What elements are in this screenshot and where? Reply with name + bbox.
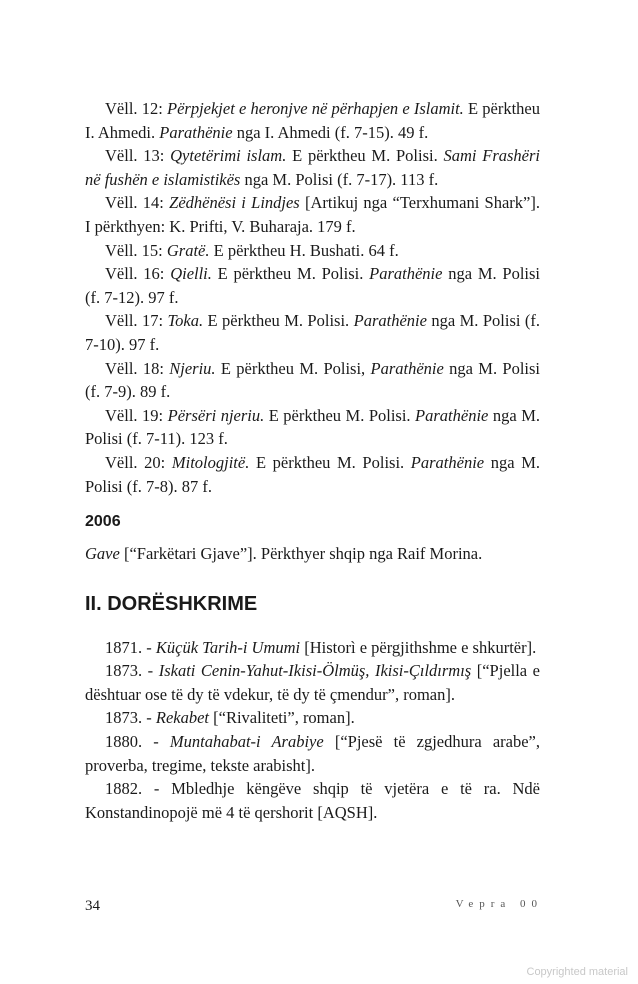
entry-prefix: 1882. - [105,779,172,799]
running-title: Vepra 00 [455,898,543,910]
bibliography-list-published [85,97,540,498]
entry-prefix: 1880. - [105,732,170,752]
entry-title: Qielli. [170,264,212,284]
entry-subtitle: Parathënie [159,122,233,142]
entry-title: Iskati Cenin-Yahut-Ikisi-Ölmüş, Ikisi-Çıldırmış [158,661,472,681]
entry-subtitle: Parathënie [369,264,443,284]
entry-suffix: nga M. Polisi (f. 7-11). 123 f. [85,405,540,449]
section-heading: II. DORËSHKRIME [85,592,258,615]
bibliography-entry [85,239,540,263]
bibliography-entry [85,262,540,309]
entry-text: [“Rivaliteti”, roman]. [209,708,355,728]
entry-text: E përktheu I. Ahmedi. [85,99,540,142]
entry-suffix: nga M. Polisi (f. 7-9). 89 f. [85,358,540,402]
entry-title: Mitologjitë. [171,452,250,472]
entry-title: Muntahabat-i Arabiye [169,732,324,752]
bibliography-entry [85,659,540,706]
entry-title: Përpjekjet e heronjve në përhapjen e Islamit. [167,99,464,118]
entry-text: E përktheu M. Polisi. [203,311,354,331]
copyright-watermark: Copyrighted material [526,966,628,978]
entry-text: E përktheu M. Polisi. [249,452,411,472]
entry-suffix: nga M. Polisi (f. 7-12). 97 f. [85,264,540,307]
entry-prefix: Vëll. 18: [105,358,170,378]
entry-suffix: nga I. Ahmedi (f. 7-15). 49 f. [232,122,429,142]
page-number: 34 [85,898,100,914]
entry-title: Gave [85,544,120,564]
entry-text: E përktheu M. Polisi, [215,358,371,378]
entry-text: Mbledhje këngëve shqip të vjetëra e të ra. Ndë Konstandinopojë më 4 të qershorit [AQSH]. [85,779,540,822]
bibliography-entry [85,636,540,660]
entry-text: E përktheu M. Polisi. [286,146,444,166]
entry-suffix: nga M. Polisi (f. 7-8). 87 f. [85,452,540,496]
year-heading: 2006 [85,513,121,531]
bibliography-entry [85,451,540,498]
entry-title: Toka. [167,311,204,331]
entry-text: [“Farkëtari Gjave”]. Përkthyer shqip nga Raif Morina. [119,544,483,564]
entry-text: E përktheu M. Polisi. [264,405,416,425]
entry-prefix: 1871. - [105,637,156,657]
entry-title: Qytetërimi islam. [170,146,287,166]
entry-text: E përktheu M. Polisi. [211,264,370,284]
entry-suffix: nga M. Polisi (f. 7-17). 113 f. [240,169,439,189]
entry-prefix: Vëll. 15: [105,240,167,260]
year-entry [85,542,540,566]
bibliography-entry [85,309,540,356]
entry-subtitle: Parathënie [353,311,427,331]
bibliography-entry [85,97,540,144]
entry-prefix: Vëll. 17: [105,311,168,331]
entry-title: Küçük Tarih-i Umumi [155,637,301,657]
page-footer [85,898,543,915]
entry-subtitle: Parathënie [410,452,485,472]
bibliography-entry [85,404,540,451]
entry-prefix: Vëll. 13: [105,146,171,166]
bibliography-entry [85,777,540,824]
page-body [85,97,540,824]
entry-title: Gratë. [166,240,210,260]
entry-prefix: Vëll. 12: [105,99,167,118]
entry-prefix: Vëll. 19: [105,405,168,425]
entry-subtitle: Parathënie [415,405,489,425]
entry-subtitle: Sami Frashëri në fushën e islamistikës [85,146,540,189]
entry-prefix: 1873. - [105,708,156,728]
entry-title: Njeriu. [169,358,216,378]
entry-title: Rekabet [155,708,210,728]
entry-text: [Artikuj nga “Terxhumani Shark”]. I përkthyen: K. Prifti, V. Buharaja. 179 f. [85,193,540,236]
bibliography-entry [85,706,540,730]
entry-prefix: Vëll. 16: [105,264,171,284]
bibliography-entry [85,357,540,404]
bibliography-entry [85,144,540,191]
entry-text: [“Pjesë të zgjedhura arabe”, proverba, tregime, tekste arabisht]. [85,732,540,775]
bibliography-list-manuscripts [85,636,540,825]
entry-title: Zëdhënësi i Lindjes [169,193,300,213]
entry-suffix: nga M. Polisi (f. 7-10). 97 f. [85,311,540,354]
entry-text: E përktheu H. Bushati. 64 f. [209,240,399,260]
entry-subtitle: Parathënie [370,358,444,378]
entry-text: [“Pjella e dështuar ose të dy të vdekur, të dy të çmendur”, roman]. [85,661,540,704]
entry-prefix: Vëll. 14: [105,193,170,213]
entry-title: Përsëri njeriu. [167,405,265,425]
entry-prefix: Vëll. 20: [105,452,172,472]
entry-text: [Historì e përgjithshme e shkurtër]. [300,637,537,657]
entry-prefix: 1873. - [105,661,159,681]
bibliography-entry [85,191,540,238]
bibliography-entry [85,730,540,777]
